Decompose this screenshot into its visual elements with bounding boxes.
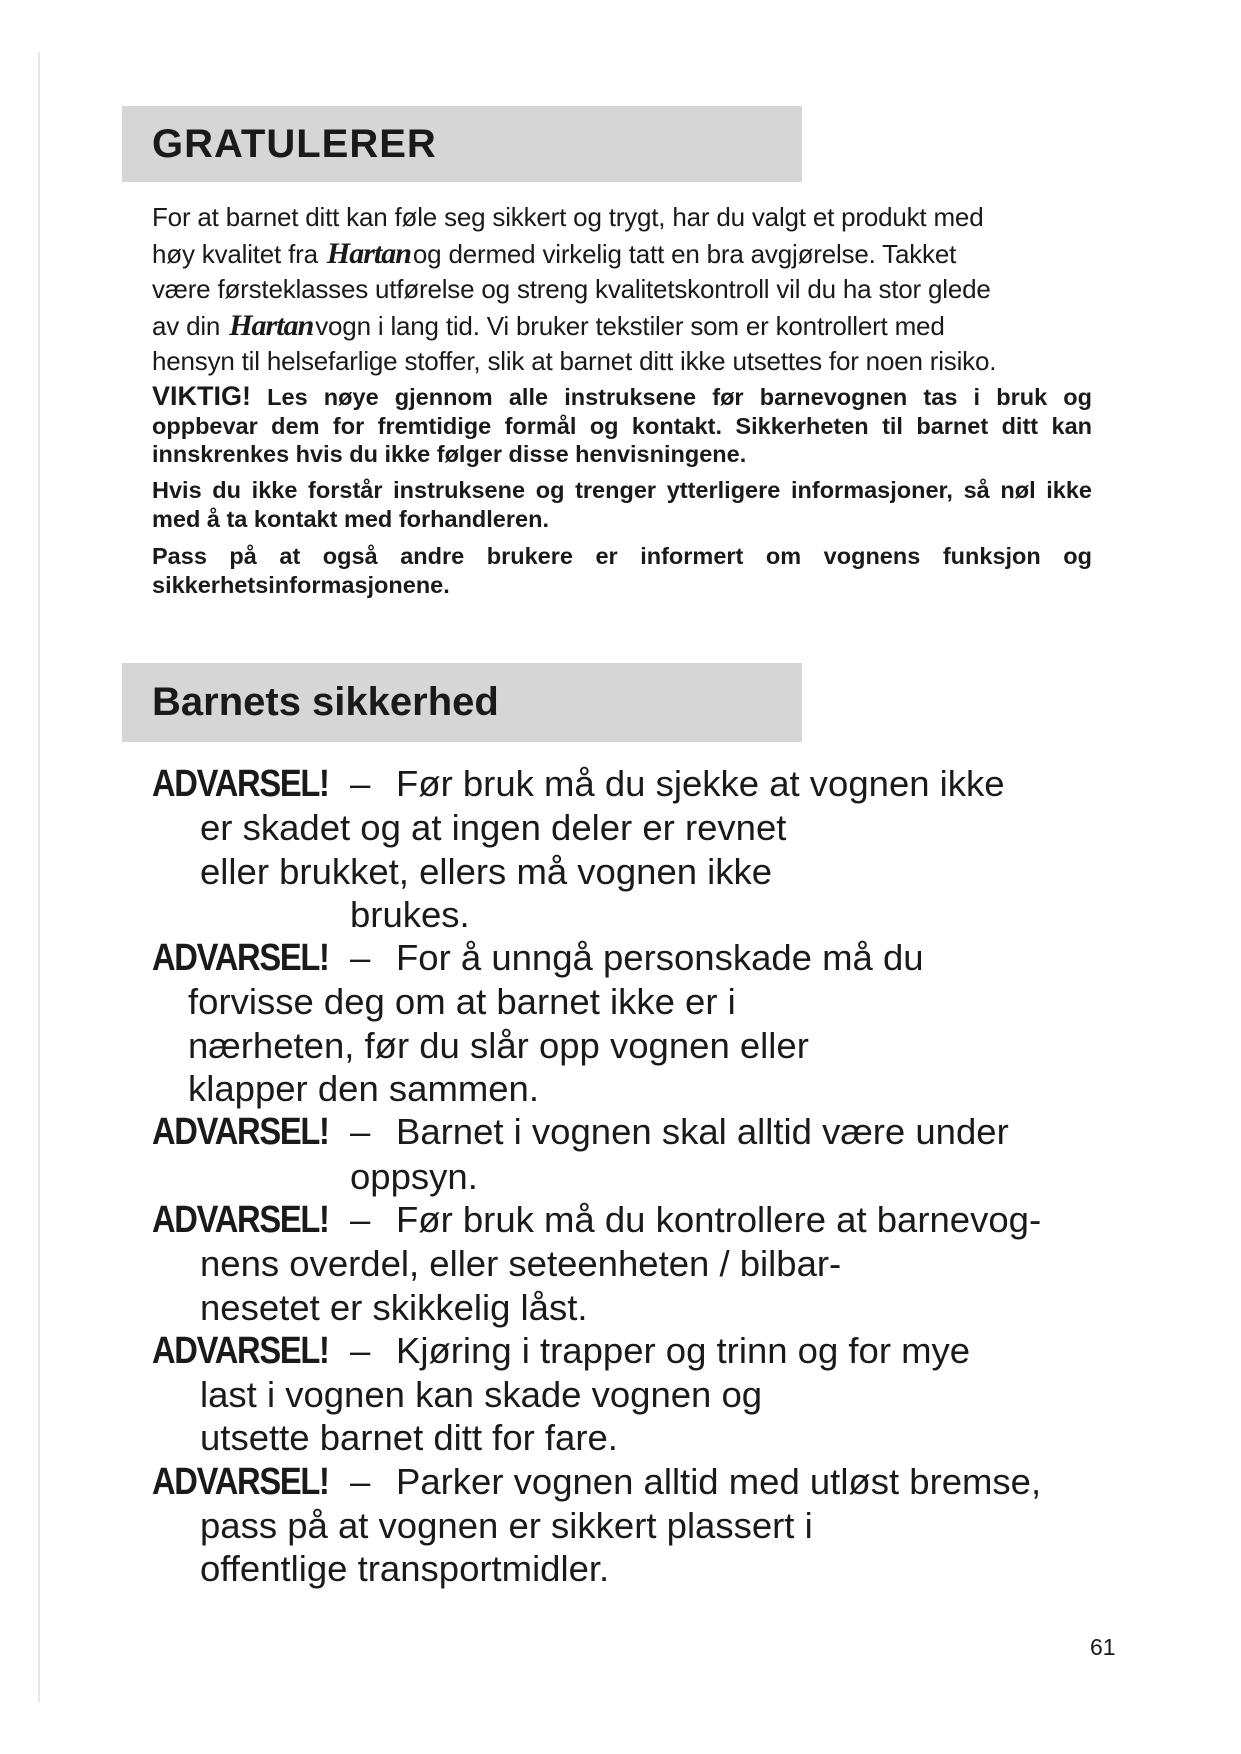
dash: –	[350, 1329, 371, 1371]
page-edge	[38, 52, 40, 1702]
dash: –	[350, 1198, 371, 1240]
dash: –	[350, 1460, 371, 1502]
warning-label: ADVARSEL!	[152, 1111, 329, 1154]
viktig-text: Les nøye gjennom alle instruksene før barnevognen tas i bruk og oppbevar dem for fremtidige formål og kontakt. Sikkerheten til barnet ditt kan innskrenkes hvis du ikke følger disse henvisningene.	[152, 384, 1092, 467]
warning-text: Før bruk må du kontrollere at barnevog-	[396, 1198, 1042, 1240]
warning-label: ADVARSEL!	[152, 1198, 329, 1241]
dash: –	[350, 763, 371, 804]
warning-label: ADVARSEL!	[152, 763, 329, 805]
warning-text: For å unngå personskade må du	[396, 937, 924, 979]
intro-paragraph	[152, 200, 1092, 380]
heading-barnets-sikkerhed	[122, 663, 802, 742]
page-number: 61	[1090, 1634, 1116, 1660]
warning-text: oppsyn.	[350, 1155, 478, 1197]
hartan-logo: Hartan	[326, 236, 411, 270]
intro-text: av din	[152, 310, 221, 341]
warning-item	[152, 1460, 1152, 1504]
warning-text: brukes.	[350, 893, 470, 935]
warning-item	[152, 1198, 1152, 1242]
warning-text: nens overdel, eller seteenheten / bilbar-	[200, 1243, 842, 1285]
warning-item	[152, 936, 1152, 980]
intro-line	[152, 236, 1092, 273]
hartan-logo: Hartan	[229, 308, 314, 342]
warning-item	[152, 762, 1152, 806]
viktig-paragraph	[152, 382, 1092, 469]
warning-text: klapper den sammen.	[188, 1068, 539, 1110]
warning-text: nesetet er skikkelig låst.	[200, 1286, 588, 1328]
dash: –	[350, 937, 371, 979]
warning-item	[152, 1329, 1152, 1373]
warnings-list	[152, 762, 1152, 1591]
warning-text: Barnet i vognen skal alltid være under	[396, 1111, 1009, 1153]
warning-text: Kjøring i trapper og trinn og for mye	[396, 1329, 971, 1371]
heading-1-text: GRATULERER	[152, 121, 437, 166]
contact-paragraph: Hvis du ikke forstår instruksene og trenger ytterligere informasjoner, så nøl ikke med å ta kontakt med forhandleren.	[152, 477, 1092, 532]
warning-text: er skadet og at ingen deler er revnet	[200, 807, 787, 849]
heading-gratulerer	[122, 106, 802, 182]
warning-text: last i vognen kan skade vognen og	[200, 1374, 763, 1416]
intro-line	[152, 308, 1092, 345]
warning-text: Parker vognen alltid med utløst bremse,	[396, 1460, 1042, 1502]
heading-2-text: Barnets sikkerhed	[152, 680, 499, 724]
intro-text: og dermed virkelig tatt en bra avgjørelse. Takket	[412, 238, 957, 269]
intro-line: være førsteklasses utførelse og streng kvalitetskontroll vil du ha stor glede	[152, 274, 991, 304]
warning-item	[152, 1110, 1152, 1154]
intro-text: vogn i lang tid. Vi bruker tekstiler som er kontrollert med	[315, 310, 945, 341]
intro-line: hensyn til helsefarlige stoffer, slik at barnet ditt ikke utsettes for noen risiko.	[152, 346, 997, 376]
warning-label: ADVARSEL!	[152, 1460, 329, 1503]
intro-line: For at barnet ditt kan føle seg sikkert og trygt, har du valgt et produkt med	[152, 202, 984, 232]
warning-text: nærheten, før du slår opp vognen eller	[188, 1024, 809, 1066]
warning-text: Før bruk må du sjekke at vognen ikke	[396, 763, 1005, 804]
warning-text: eller brukket, ellers må vognen ikke	[200, 850, 773, 892]
users-paragraph: Pass på at også andre brukere er informert om vognens funksjon og sikkerhetsinformasjonene.	[152, 543, 1092, 598]
warning-text: forvisse deg om at barnet ikke er i	[188, 981, 736, 1023]
viktig-label: VIKTIG!	[152, 381, 251, 411]
warning-label: ADVARSEL!	[152, 937, 329, 980]
intro-text: høy kvalitet fra	[152, 238, 318, 269]
warning-label: ADVARSEL!	[152, 1329, 329, 1372]
warning-text: offentlige transportmidler.	[200, 1548, 610, 1590]
dash: –	[350, 1111, 371, 1153]
warning-text: utsette barnet ditt for fare.	[200, 1417, 618, 1459]
warning-text: pass på at vognen er sikkert plassert i	[200, 1505, 813, 1547]
